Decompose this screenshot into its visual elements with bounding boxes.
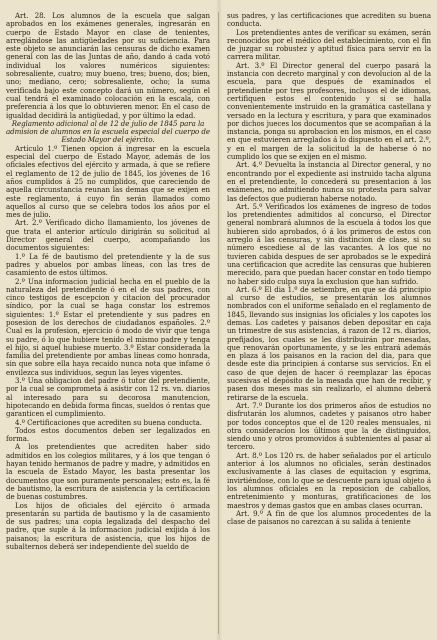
paragraph-continuation: sus padres, y las certificaciones que acrediten su buena conducta.: [227, 12, 431, 29]
paragraph-art-9: Art. 9.º A fin de que los alumnos procedentes de la clase de paisanos no carezcan á su salida á teniente: [227, 508, 431, 527]
paragraph-hijos-oficiales: Los hijos de oficiales del ejército ó armada presentarán su partida de bautismo y la de casamiento de sus padres; una copia legalizada del despacho del padre, que suple á la informacion judicial exijida á los paisanos; la escritura de asistencia, que los hijos de subalternos deberá ser independiente del sueldo de: [6, 500, 210, 551]
left-text-column: [6, 12, 210, 634]
paragraph-art-5: Art. 5.º Verificados los exámenes de ingreso de todos los pretendientes admitidos al concurso, el Director general nombrará alumnos de la escuela á todos los que hubieren sido aprobados, ó á los primeros de estos con arreglo á las censuras, y sin distincion de clase, si su número escediese al de las vacantes. A los que no tuvieren cabida despues de ser aprobados se le expedirá una certificacion que acredite las censuras que hubieren merecido, para que puedan hacer constar en todo tiempo no haber sido culpa suya la exclusion que han sufrido.: [227, 201, 431, 286]
paragraph-art-28: Art. 28. Los alumnos de la escuela que salgan aprobados en los exámenes generales, ingresarán en cuerpo de Estado Mayor en clase de tenientes, arreglándose las antigüedades por su suficiencia. Para este objeto se anunciarán las censuras de dicho examen general con las de las Juntas de año, dando á cada votó individual los valores numéricos siguientes: sobresaliente, cuatro; muy bueno, tres; bueno, dos; bien, uno; mediano, cero; sobresaliente, ocho; la suma verificada bajo este concepto dará un número, según el cual tendrá el examinado colocación en la escala, con preferencia á los que lo obtuvieren menor. En el caso de igualdad decidirá la antigüedad, y por último la edad.: [6, 12, 210, 120]
paragraph-art-7: Art. 7.º Durante los dos primeros años de estudios no disfrutarán los alumnos, cadetes y paisanos otro haber por todos conceptos que el de 120 reales mensuales, ni otra consideracion los últimos que la de distinguidos, siendo uno y otros promovidos á subtenientes al pasar al tercero.: [227, 400, 431, 452]
paragraph-legalized: Todos estos documentos deben ser legalizados en forma.: [6, 425, 210, 444]
paragraph-item-4: 4.º Certificaciones que acrediten su buena conducta.: [15, 417, 202, 427]
paragraph-item-1: 1.º La fé de bautismo del pretendiente y la de sus padres y abuelos por ambas líneas, con las tres de casamiento de estos últimos.: [6, 251, 210, 278]
paragraph-colegios: A los pretendientes que acrediten haber sido admitidos en los colegios militares, y á los que tengan ó hayan tenido hermanos de padre y madre, y admitidos en la escuela de Estado Mayor, les basta presentar los documentos que son puramente personales; esto es, la fé de bautismo, la escritura de asistencia y la certificacion de buenas costumbres.: [6, 442, 210, 502]
section-heading: Reglamento adicional al de 12 de julio de 1845 para la admision de alumnos en la escuela especial del cuerpo de Estado Mayor del ejército.: [6, 118, 210, 145]
right-text-column: [227, 12, 431, 634]
paragraph-item-2: 2.º Una informacion judicial hecha en el pueblo de la naturaleza del pretendiente ó en el de sus padres, con cinco testigos de escepcion y citacion del procurador síndico, por la cual se haga constar los estremos siguientes: 1.º Estar el pretendiente y sus padres en posesion de los derechos de ciudadanos españoles. 2.º Cual es la profesion, ejercicio ó modo de vivir que tenga su padre, ó lo que hubiere tenido el mismo padre y tenga el hijo, si aquel hubiese muerto. 3.º Estar considerada la familia del pretendiente por ambas líneas como honrada, sin que sobre ella haya recaido nunca nota que infame ó envilezca sus individuos, segun las leyes vigentes.: [6, 276, 210, 377]
paragraph-art-3: Art. 3.º El Director general del cuerpo pasará la instancia con decreto marginal y con devolucion al de la escuela, para que después de examinados el pretendiente por tres profesores, inclusos el de idiomas, certifiquen estos el contenido y si se halla convenientemente instruido en la gramática castellana y versado en la lectura y escritura, y para que examinados por dichos jueces los documentos que se acompañan á la instancia, ponga su aprobacion en los mismos, en el caso en que estuvieren arreglados á lo dispuesto en el art. 2.º, y en el margen de la solicitud la de haberse ó no cumplido los que se exijen en el mismo.: [227, 60, 431, 162]
paragraph-art-6: Art. 6.º El dia 1.º de setiembre, en que se dá principio al curso de estudios, se presentarán los alumnos nombrados con el uniforme señalado en el reglamento de 1845, llevando sus insignias los oficiales y los capotes los demas. Los cadetes y paisanos deben depositar en caja un trimestre de sus asistencias, á razon de 12 rs. diarios, prefijados, los cuales se les distribuirán por mesadas, que renovarán oportunamente, y se les entrará además en plaza á los paisanos en la racion del dia, para que desde este dia principien á contarse sus servicios. En el caso de que dejen de hacer ó reemplazar las épocas sucesivas el depósito de la mesada que han de recibir, y pasen dos meses mas sin realizarlo, el alumno deberá retirarse de la escuela.: [227, 284, 431, 402]
paragraph-art-4: Art. 4.º Devuelta la instancia al Director general, y no encontrando por el expediente asi instruido tacha alguna en el pretendiente, lo concederá su presentacion á los exámenes, no admitiendo nunca su protesta para salvar las defectos que pudieran haberse notado.: [227, 160, 431, 203]
paragraph-art-1: Artículo 1.º Tienen opcion á ingresar en la escuela especial del cuerpo de Estado Mayor, además de los oficiales efectivos del ejército y armada, á que se refiere el reglamento de 12 de julio de 1845, los jóvenes de 16 años cumplidos á 25 no cumplidos, que careciendo de aquella circunstancia reunan las demas que se exijen en este reglamento, á cuyo fin serán llamados como aquellos al curso que se celebra todos los años por el mes de julio.: [6, 143, 210, 220]
column-divider: [218, 12, 219, 634]
paragraph-art-2: Art. 2.º Verificado dicho llamamiento, los jóvenes de que trata el anterior artículo dirigirán su solicitud al Director general del cuerpo, acompañando los documentos siguientes:: [6, 218, 210, 253]
paragraph-art-8: Art. 8.º Los 120 rs. de haber señalados por el artículo anterior á los alumnos no oficiales, serán destinados exclusivamente á las clases de equitacion y esgrima, invirtiéndose, con lo que se descuente para igual objeto á los alumnos oficiales en la reposicion de caballos, entretenimiento y monturas, gratificaciones de los maestros y demas gastos que en ambas clases ocurran.: [227, 450, 431, 510]
paragraph-item-3: 3.º Una obligacion del padre ó tutor del pretendiente, por la cual se comprometa á asistir con 12 rs. vn. diarios al interesado para su decorosa manutencion, hipotecando en debida forma fincas, sueldos ó rentas que garanticen el cumplimiento.: [6, 376, 210, 419]
paragraph-medico: Los pretendientes antes de verificar su exámen, serán reconocidos por el médico del establecimiento, con el fin de juzgar su robustez y aptitud física para servir en la carrera militar.: [227, 27, 431, 62]
page-fold-shadow: [216, 0, 222, 640]
